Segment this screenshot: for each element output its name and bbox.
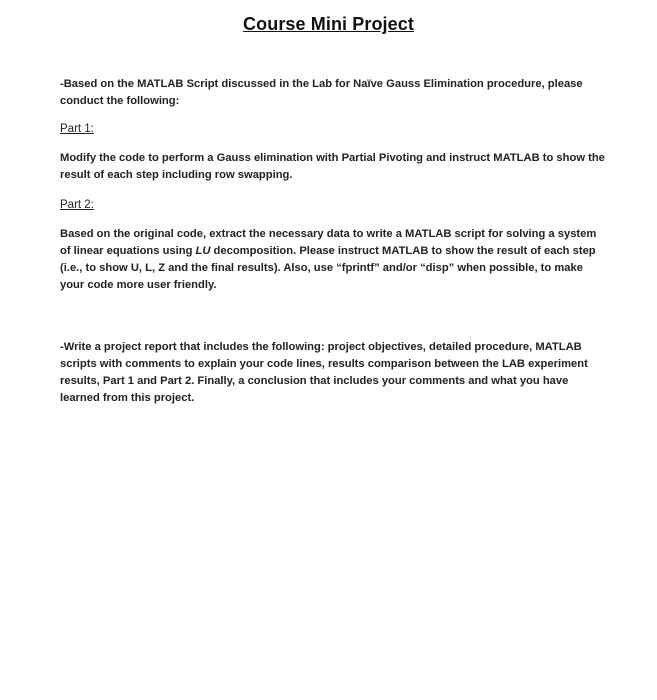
document-title: Course Mini Project — [243, 14, 414, 34]
report-paragraph: -Write a project report that includes the following: project objectives, detailed procedure, MATLAB scripts with comments to explain your code lines, results comparison between the LAB experiment results, Part 1 and Part 2. Finally, a conclusion that includes your comments and what you have learned from this project. — [60, 341, 588, 404]
part2-text-after: decomposition. Please instruct MATLAB to show the result of each step (i.e., to show U, L, Z and the final results). Also, use “fprintf” and/or “disp” when possible, to make your code more user friendly. — [60, 245, 596, 291]
part2-text-before: Based on the original code, extract the necessary data to write a MATLAB script for solving a system of linear equations using — [60, 228, 597, 257]
lu-emphasis: LU — [195, 245, 211, 257]
part1-heading: Part 1: — [60, 123, 94, 135]
part2-paragraph — [60, 226, 605, 294]
part1-paragraph: Modify the code to perform a Gauss elimination with Partial Pivoting and instruct MATLAB to show the result of each step including row swapping. — [60, 152, 605, 181]
part2-heading: Part 2: — [60, 199, 94, 211]
intro-paragraph: -Based on the MATLAB Script discussed in the Lab for Naïve Gauss Elimination procedure, please conduct the following: — [60, 78, 583, 107]
